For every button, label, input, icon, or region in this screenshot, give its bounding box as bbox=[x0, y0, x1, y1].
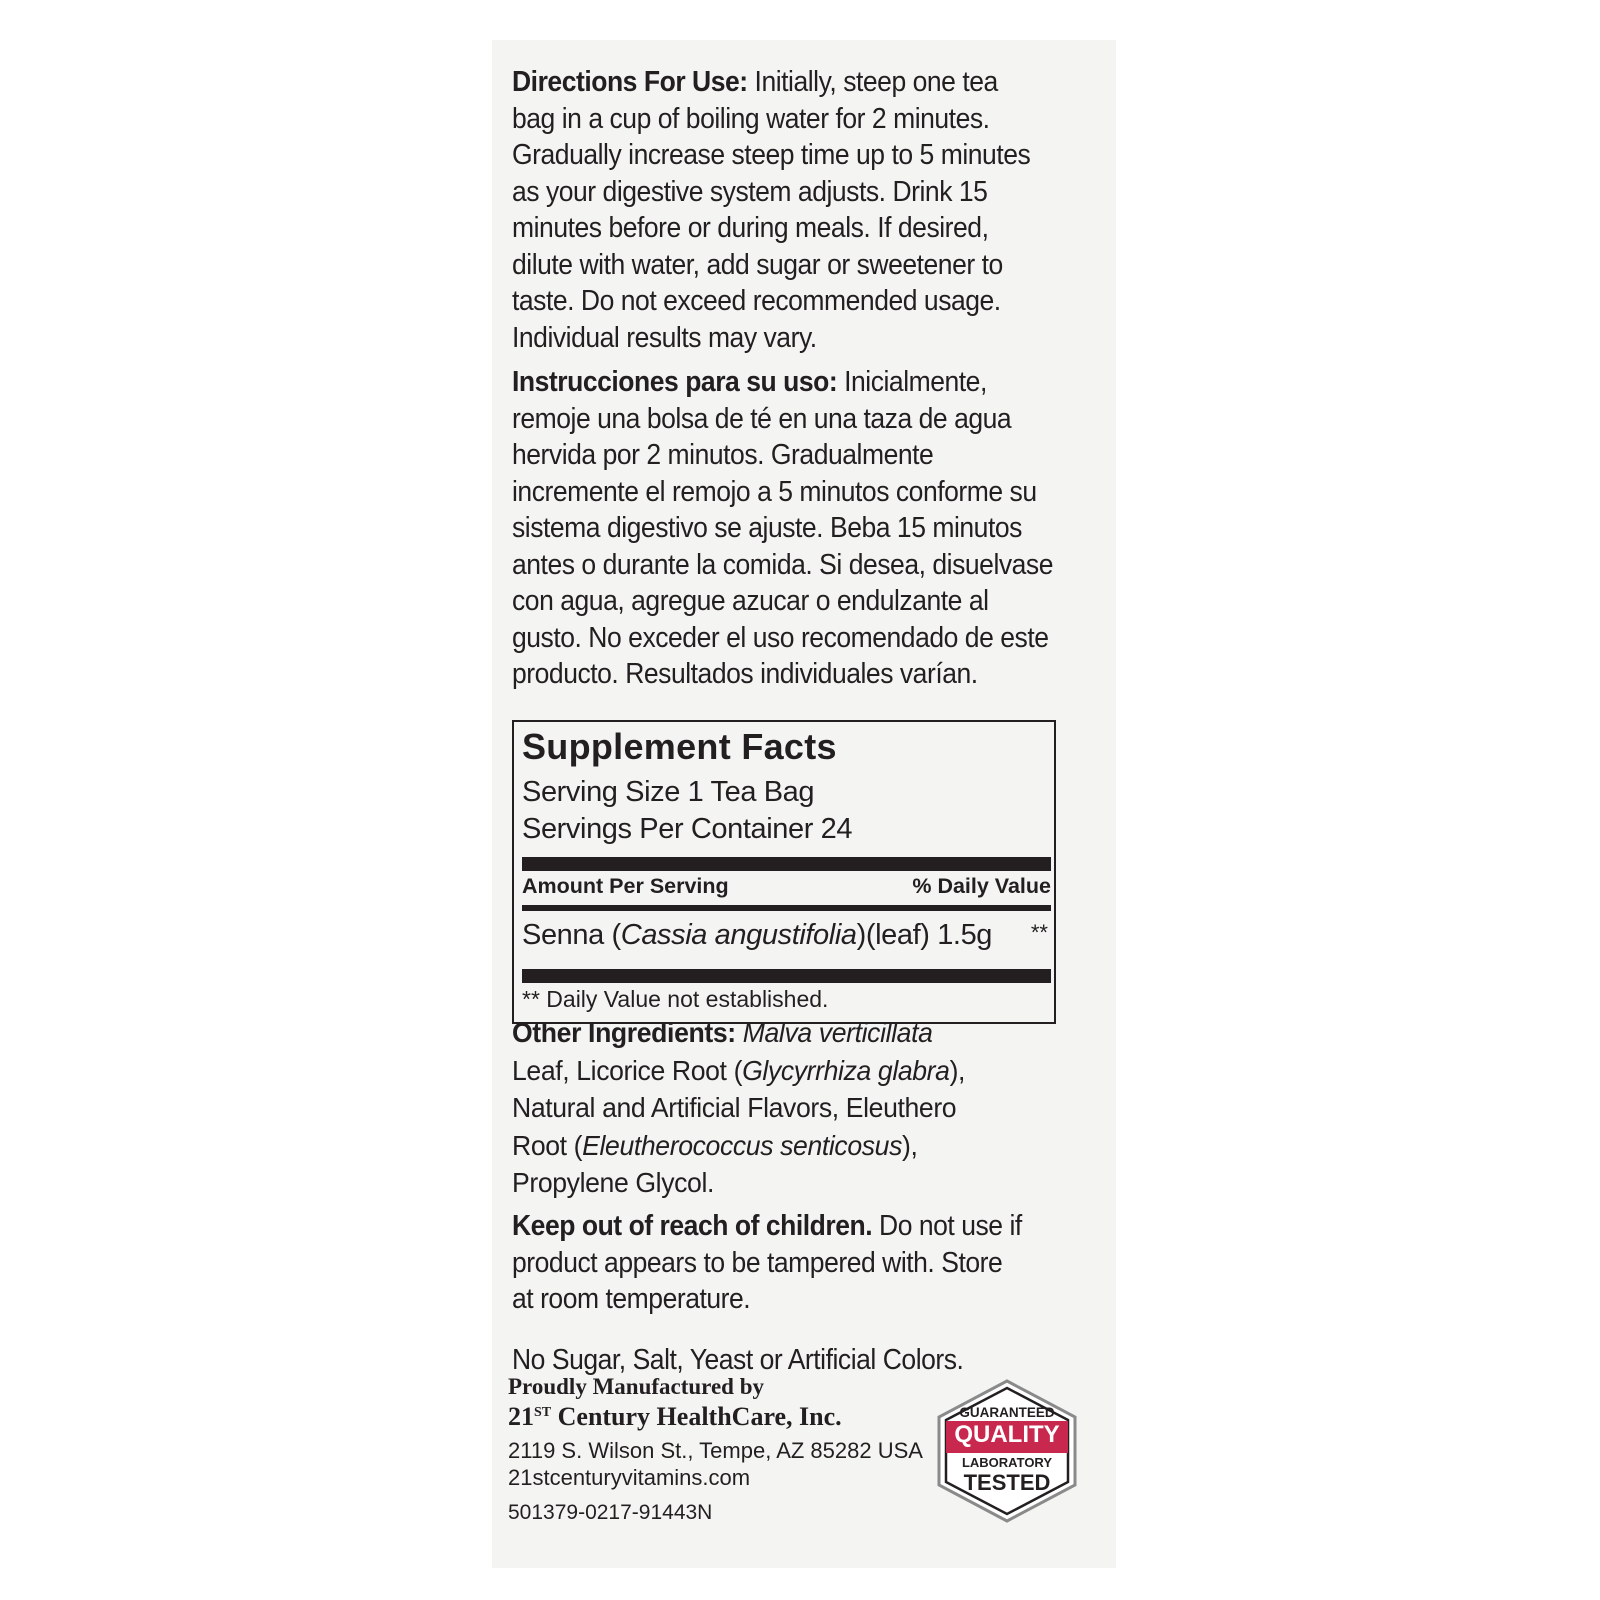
ingredient-name: Senna ( bbox=[522, 919, 621, 951]
directions-line: minutes before or during meals. If desired, bbox=[512, 212, 989, 244]
directions-line: Gradually increase steep time up to 5 minutes bbox=[512, 139, 1031, 171]
hexagon-badge-icon bbox=[934, 1378, 1080, 1524]
manufacturer-name-prefix: 21 bbox=[508, 1402, 534, 1431]
directions-line: Individual results may vary. bbox=[512, 321, 817, 354]
servings-per-container: Servings Per Container 24 bbox=[522, 813, 853, 845]
thick-rule bbox=[522, 969, 1051, 983]
other-ingredient-text: ), bbox=[949, 1054, 966, 1086]
manufacturer-name-superscript: ST bbox=[534, 1405, 552, 1420]
warning-heading: Keep out of reach of children. bbox=[512, 1210, 873, 1242]
badge-guaranteed: GUARANTEED bbox=[959, 1405, 1055, 1420]
ingredient-row bbox=[522, 919, 992, 952]
instrucciones-line: producto. Resultados individuales varían. bbox=[512, 658, 978, 690]
manufacturer-name bbox=[508, 1402, 842, 1432]
supplement-facts-title: Supplement Facts bbox=[522, 726, 837, 767]
product-code: 501379-0217-91443N bbox=[508, 1501, 713, 1524]
warning-line: Do not use if bbox=[872, 1210, 1022, 1242]
badge-laboratory: LABORATORY bbox=[961, 1455, 1053, 1470]
directions-line: bag in a cup of boiling water for 2 minutes. bbox=[512, 102, 990, 135]
badge-tested: TESTED bbox=[963, 1470, 1051, 1495]
amount-per-serving-header: Amount Per Serving bbox=[522, 874, 729, 898]
directions-section bbox=[512, 64, 1042, 356]
other-ingredient-text: Natural and Artificial Flavors, Eleuthero bbox=[512, 1092, 957, 1123]
other-ingredients-heading: Other Ingredients: bbox=[512, 1017, 736, 1048]
manufacturer-website: 21stcenturyvitamins.com bbox=[508, 1465, 751, 1490]
instrucciones-line: remoje una bolsa de té en una taza de agua bbox=[512, 402, 1012, 435]
warning-line: product appears to be tampered with. Store bbox=[512, 1246, 1003, 1279]
other-ingredient-latin: Glycyrrhiza glabra bbox=[742, 1054, 950, 1086]
ingredient-latin-name: Cassia angustifolia bbox=[620, 919, 857, 951]
no-sugar-statement: No Sugar, Salt, Yeast or Artificial Colors. bbox=[512, 1344, 964, 1376]
medium-rule bbox=[522, 905, 1051, 911]
label-panel bbox=[492, 40, 1116, 1568]
manufacturer-address: 2119 S. Wilson St., Tempe, AZ 85282 USA bbox=[508, 1438, 923, 1463]
other-ingredient-text: Leaf, Licorice Root ( bbox=[512, 1054, 743, 1086]
other-ingredient-latin: Eleutherococcus senticosus bbox=[582, 1129, 903, 1161]
manufactured-by-text: Proudly Manufactured by bbox=[508, 1374, 765, 1399]
serving-size: Serving Size 1 Tea Bag bbox=[522, 776, 815, 808]
instrucciones-line: incremente el remojo a 5 minutos conforme su bbox=[512, 475, 1037, 508]
instrucciones-section bbox=[512, 364, 1053, 693]
ingredient-amount: )(leaf) 1.5g bbox=[856, 919, 993, 951]
directions-line: dilute with water, add sugar or sweetener to bbox=[512, 248, 1003, 281]
badge-quality: QUALITY bbox=[954, 1421, 1060, 1448]
other-ingredients-section bbox=[512, 1014, 1044, 1202]
directions-heading: Directions For Use: bbox=[512, 66, 748, 98]
manufacturer-name-rest: Century HealthCare, Inc. bbox=[551, 1402, 842, 1431]
instrucciones-line: sistema digestivo se ajuste. Beba 15 minutos bbox=[512, 512, 1022, 544]
thick-rule bbox=[522, 857, 1051, 871]
warning-section bbox=[512, 1208, 1042, 1318]
directions-line: taste. Do not exceed recommended usage. bbox=[512, 285, 1001, 317]
directions-line: as your digestive system adjusts. Drink 15 bbox=[512, 175, 988, 208]
quality-badge bbox=[934, 1378, 1080, 1524]
ingredient-daily-value: ** bbox=[1030, 920, 1048, 945]
warning-line: at room temperature. bbox=[512, 1283, 751, 1315]
instrucciones-line: antes o durante la comida. Si desea, disuelvase bbox=[512, 548, 1053, 581]
instrucciones-line: gusto. No exceder el uso recomendado de este bbox=[512, 621, 1049, 654]
supplement-facts-box bbox=[512, 720, 1056, 1024]
instrucciones-line: hervida por 2 minutos. Gradualmente bbox=[512, 439, 934, 471]
instrucciones-line: con agua, agregue azucar o endulzante al bbox=[512, 585, 989, 617]
other-ingredient-latin: Malva verticillata bbox=[735, 1017, 933, 1048]
directions-line: Initially, steep one tea bbox=[747, 66, 998, 98]
other-ingredient-text: Propylene Glycol. bbox=[512, 1167, 715, 1198]
instrucciones-heading: Instrucciones para su uso: bbox=[512, 366, 838, 398]
daily-value-header: % Daily Value bbox=[912, 874, 1051, 898]
instrucciones-line: Inicialmente, bbox=[837, 366, 987, 398]
daily-value-footnote: ** Daily Value not established. bbox=[522, 986, 829, 1012]
other-ingredient-text: Root ( bbox=[512, 1129, 583, 1161]
other-ingredient-text: ), bbox=[902, 1129, 918, 1161]
